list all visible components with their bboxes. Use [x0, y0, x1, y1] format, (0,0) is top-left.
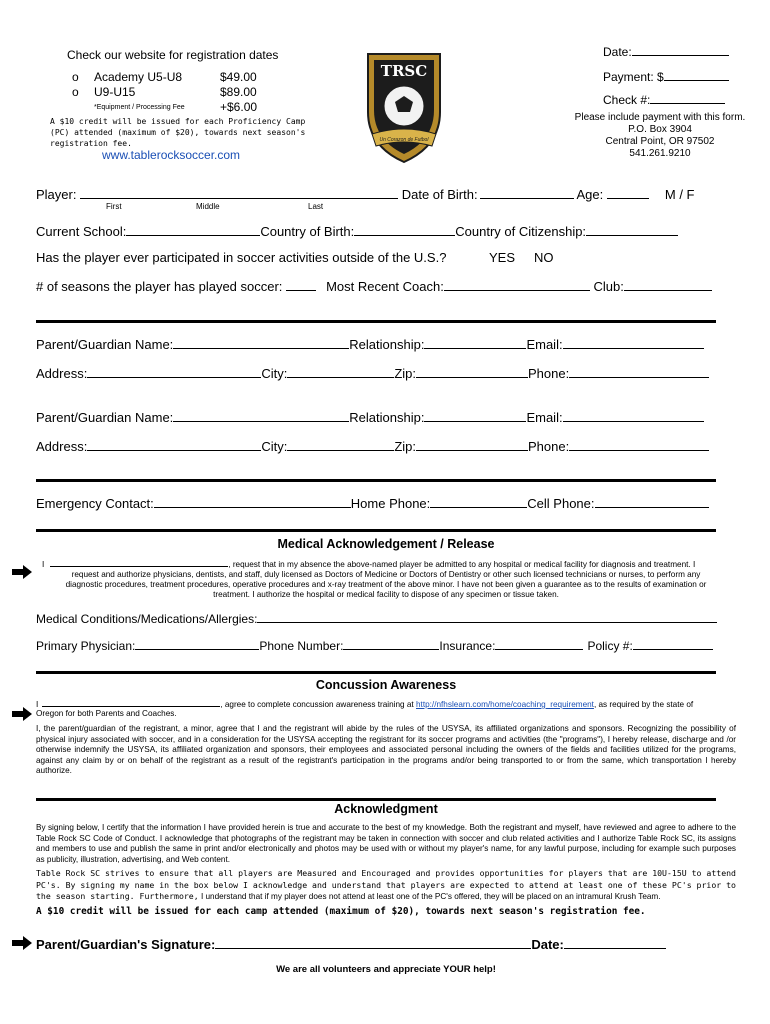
payment-field[interactable]	[664, 68, 729, 81]
program-row	[72, 85, 257, 99]
medical-text: request and authorize physicians, dentists, and staff, duly licensed as Doctors of Medicine or Doctors of Dentistry or other such licensed technicians or nurses, to perform any	[71, 570, 701, 579]
emergency-contact-label: Emergency Contact:	[36, 496, 154, 511]
email-label: Email:	[526, 337, 563, 352]
physician-label: Primary Physician:	[36, 639, 136, 653]
footer-note: We are all volunteers and appreciate YOUR help!	[276, 964, 496, 975]
address-field[interactable]	[87, 365, 261, 378]
address-field[interactable]	[87, 438, 261, 451]
concussion-text: , as required by the state of	[593, 700, 694, 709]
date-row	[603, 43, 729, 59]
guardian-row	[36, 336, 704, 352]
section-divider	[36, 798, 716, 801]
mail-line: Central Point, OR 97502	[605, 136, 715, 147]
player-label: Player:	[36, 187, 77, 202]
conditions-label: Medical Conditions/Medications/Allergies:	[36, 612, 258, 626]
payment-label: Payment: $	[603, 70, 664, 84]
coach-field[interactable]	[444, 278, 590, 291]
school-label: Current School:	[36, 224, 127, 239]
dob-field[interactable]	[480, 186, 574, 199]
date-label: Date:	[603, 45, 632, 59]
section-divider	[36, 529, 716, 532]
acknowledgment-text: By signing below, I certify that the information I have provided herein is true and accurate to the best of my knowledge. Both the registrant and myself, have reviewed and agree to adhere to the Table Rock SC Code of Conduct. I acknowledge that photographs of the registrant may be taken in connection with soccer and club related activities and I authorize Table Rock SC, its assigns and members to use and publish the same in print and/or electronically and photos may be used with or without my player's name, for any lawful purpose, including for example such purposes as publicity, illustration, advertising, and Web content.	[36, 823, 736, 864]
medical-heading: Medical Acknowledgement / Release	[277, 537, 495, 551]
concussion-text: Oregon for both Parents and Coaches.	[36, 709, 177, 718]
emergency-row	[36, 495, 709, 511]
check-row	[603, 91, 725, 107]
signature-date-field[interactable]	[564, 936, 666, 949]
signature-label: Parent/Guardian's Signature:	[36, 937, 216, 952]
medical-text: diagnostic procedures, treatment procedures, operative procedures and x-ray treatment of the above minor. I have not been given a guarantee as to the results of examination or	[65, 580, 707, 589]
no-option[interactable]: NO	[534, 250, 554, 265]
pc-text: Table Rock SC strives to ensure that all players are Measured and Encouraged and provides opportunities for players that are 10U-15U to attend PC's. By signing my name in the box below I acknowledge and understand that players are expected to attend at least one of these PC's prior to the season starting. Furthermore,	[36, 868, 736, 902]
home-phone-field[interactable]	[430, 495, 527, 508]
medical-text: , request that in my absence the above-named player be admitted to any hospital or medical facility for diagnosis and treatment. I	[228, 560, 696, 569]
club-label: Club:	[593, 279, 624, 294]
cell-phone-label: Cell Phone:	[527, 496, 595, 511]
signature-row	[36, 936, 666, 952]
acknowledgment-text	[36, 868, 736, 903]
player-row	[36, 186, 694, 202]
bullet: o	[72, 70, 79, 84]
fee-label: *Equipment / Processing Fee	[94, 104, 185, 111]
medical-text: treatment. I authorize the hospital or medical facility to dispose of any specimen or tissue taken.	[213, 590, 559, 599]
mail-line: P.O. Box 3904	[628, 124, 692, 135]
phone-field[interactable]	[569, 438, 709, 451]
gender-option[interactable]: M / F	[664, 187, 695, 202]
abroad-question: Has the player ever participated in soccer activities outside of the U.S.?	[36, 250, 447, 265]
country-citizen-field[interactable]	[586, 223, 678, 236]
website-note: Check our website for registration dates	[67, 48, 279, 62]
phone-number-field[interactable]	[343, 637, 439, 650]
city-field[interactable]	[287, 365, 394, 378]
last-caption: Last	[308, 202, 324, 211]
guardian-name-label: Parent/Guardian Name:	[36, 410, 174, 425]
player-name-field[interactable]	[80, 186, 398, 199]
club-field[interactable]	[624, 278, 712, 291]
date-field[interactable]	[632, 43, 729, 56]
concussion-text: , agree to complete concussion awareness training at	[220, 700, 414, 709]
policy-label: Policy #:	[587, 639, 633, 653]
relationship-field[interactable]	[424, 409, 526, 422]
city-field[interactable]	[287, 438, 394, 451]
physician-row	[36, 637, 713, 653]
coach-label: Most Recent Coach:	[326, 279, 444, 294]
relationship-label: Relationship:	[349, 410, 425, 425]
conditions-field[interactable]	[257, 610, 717, 623]
training-link[interactable]: http://nfhslearn.com/home/coaching_requirement	[416, 700, 594, 709]
physician-field[interactable]	[135, 637, 259, 650]
seasons-label: # of seasons the player has played soccer:	[36, 279, 283, 294]
school-row	[36, 223, 678, 239]
arrow-right-icon	[12, 565, 32, 579]
address-row	[36, 438, 709, 454]
mailing-address	[570, 112, 750, 160]
middle-caption: Middle	[196, 202, 220, 211]
phone-label: Phone:	[527, 439, 570, 454]
phone-field[interactable]	[569, 365, 709, 378]
credit-note: A $10 credit will be issued for each Proficiency Camp (PC) attended (maximum of $20), towards next season's registration fee.	[50, 117, 306, 148]
check-field[interactable]	[650, 91, 725, 104]
insurance-label: Insurance:	[439, 639, 496, 653]
arrow-right-icon	[12, 936, 32, 950]
email-field[interactable]	[563, 409, 704, 422]
relationship-label: Relationship:	[349, 337, 425, 352]
age-field[interactable]	[607, 186, 649, 199]
check-label: Check #:	[603, 93, 651, 107]
payment-row	[603, 68, 729, 84]
program-name: U9-U15	[94, 85, 136, 99]
concussion-heading: Concussion Awareness	[315, 678, 457, 692]
insurance-field[interactable]	[495, 637, 583, 650]
zip-label: Zip:	[394, 366, 416, 381]
email-label: Email:	[526, 410, 563, 425]
first-caption: First	[106, 202, 122, 211]
city-label: City:	[261, 366, 288, 381]
acknowledgment-heading: Acknowledgment	[334, 802, 438, 816]
signature-field[interactable]	[215, 936, 531, 949]
program-row	[72, 70, 257, 84]
address-label: Address:	[36, 439, 88, 454]
concussion-name-field[interactable]	[42, 698, 220, 707]
yes-option[interactable]: YES	[489, 250, 516, 265]
mail-line: Please include payment with this form.	[574, 112, 746, 123]
zip-field[interactable]	[416, 365, 528, 378]
camp-credit: A $10 credit will be issued for each camp attended (maximum of $20), towards next season's registration fee.	[36, 906, 646, 917]
logo-banner: Un Corazon de Futbol	[379, 137, 429, 143]
seasons-field[interactable]	[286, 278, 316, 291]
address-label: Address:	[36, 366, 88, 381]
school-field[interactable]	[126, 223, 260, 236]
relationship-field[interactable]	[424, 336, 526, 349]
medical-i: I	[42, 560, 45, 569]
country-citizen-label: Country of Citizenship:	[455, 224, 587, 239]
guardian-name-field[interactable]	[173, 336, 349, 349]
country-birth-label: Country of Birth:	[260, 224, 355, 239]
fee-value: +$6.00	[220, 100, 258, 114]
guardian-name-field[interactable]	[173, 409, 349, 422]
phone-number-label: Phone Number:	[259, 639, 344, 653]
zip-field[interactable]	[416, 438, 528, 451]
cell-phone-field[interactable]	[595, 495, 709, 508]
concussion-i: I	[36, 700, 39, 709]
krush-text: I understand that if my player does not attend at least one of the PC's offered, they will be placed on an intramural Krush Team.	[198, 892, 661, 902]
policy-field[interactable]	[633, 637, 713, 650]
section-divider	[36, 671, 716, 674]
dob-label: Date of Birth:	[401, 187, 478, 202]
medical-name-field[interactable]	[50, 558, 228, 567]
seasons-row	[36, 278, 712, 294]
medical-line	[42, 558, 695, 571]
mail-line: 541.261.9210	[629, 148, 691, 159]
arrow-right-icon	[12, 707, 32, 721]
section-divider	[36, 320, 716, 323]
home-phone-label: Home Phone:	[350, 496, 431, 511]
program-price: $89.00	[220, 85, 257, 99]
city-label: City:	[261, 439, 288, 454]
email-field[interactable]	[563, 336, 704, 349]
program-name: Academy U5-U8	[94, 70, 183, 84]
emergency-contact-field[interactable]	[154, 495, 351, 508]
logo-text: TRSC	[380, 62, 428, 80]
signature-date-label: Date:	[531, 937, 564, 952]
conditions-row	[36, 610, 717, 626]
website-link[interactable]: www.tablerocksoccer.com	[102, 148, 241, 162]
zip-label: Zip:	[394, 439, 416, 454]
guardian-row	[36, 409, 704, 425]
age-label: Age:	[576, 187, 604, 202]
guardian-name-label: Parent/Guardian Name:	[36, 337, 174, 352]
country-birth-field[interactable]	[354, 223, 455, 236]
trsc-logo	[362, 50, 446, 164]
bullet: o	[72, 85, 79, 99]
waiver-text: I, the parent/guardian of the registrant, a minor, agree that I and the registrant will abide by the rules of the USYSA, its affiliated organizations and sponsors. Recognizing the possibility of physical injury associated with soccer, and in a consideration for the USYSA accepting the registrant for its soccer programs and activities (the "programs"), I hereby release, discharge and /or otherwise indemnify the USYSA, its affiliated organization and sponsors, their employees and associated personal including the owners of the fields and facilities utilized for the programs, against any claim by or on behalf of the registrant as a result of the registrant's participation in the programs and/or being transported to or from the same, which transportation I hereby authorize.	[36, 724, 736, 776]
program-price: $49.00	[220, 70, 257, 84]
phone-label: Phone:	[527, 366, 570, 381]
address-row	[36, 365, 709, 381]
section-divider	[36, 479, 716, 482]
